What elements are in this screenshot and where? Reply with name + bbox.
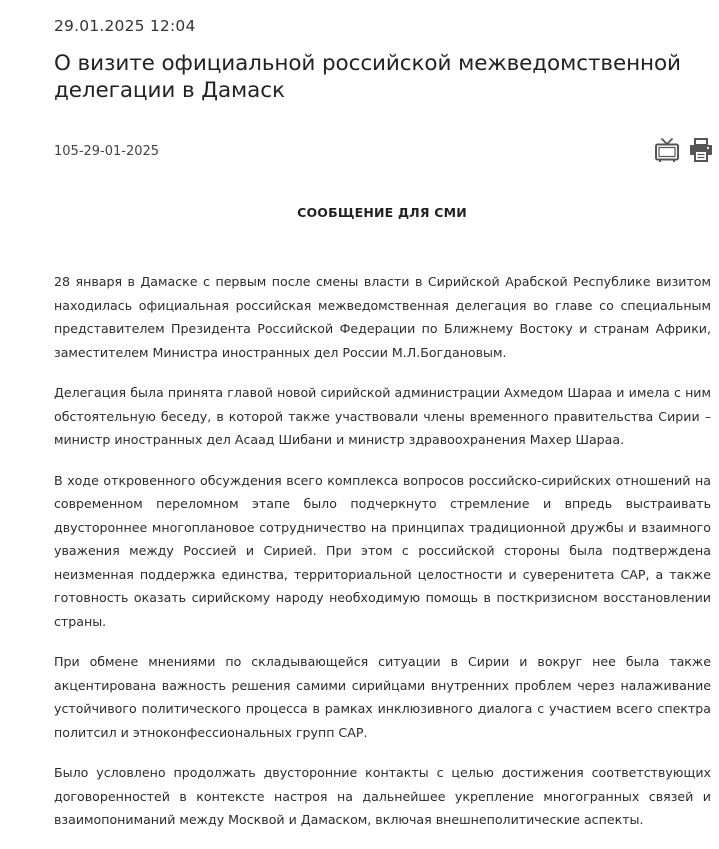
article-paragraph: Делегация была принята главой новой сирийской администрации Ахмедом Шараа и имела с ним обстоятельную беседу, в которой также участвовали члены временного правительства Сирии – министр иностранных дел Асаад Шибани и министр здравоохранения Махер Шараа. (54, 385, 711, 447)
press-release-heading: СООБЩЕНИЕ ДЛЯ СМИ (297, 205, 467, 220)
article-paragraph: В ходе откровенного обсуждения всего комплекса вопросов российско-сирийских отношений на современном переломном этапе было подчеркнуто стремление и впредь выстраивать двустороннее многоплановое сотрудничество на принципах традиционной дружбы и взаимного уважения между Россией и Сирией. При этом с российской стороны была подтверждена неизменная поддержка единства, территориальной целостности и суверенитета САР, а также готовность оказать сирийскому народу необходимую помощь в посткризисном восстановлении страны. (54, 472, 711, 629)
tv-icon[interactable] (654, 137, 680, 163)
publish-datetime: 29.01.2025 12:04 (54, 17, 196, 35)
article-paragraph: 28 января в Дамаске с первым после смены власти в Сирийской Арабской Республике визитом находилась официальная российская межведомственная делегация во главе со специальным представителем Президента Российской Федерации по Ближнему Востоку и странам Африки, заместителем Министра иностранных дел России М.Л.Богдановым. (54, 274, 711, 360)
article-paragraph: Было условлено продолжать двусторонние контакты с целью достижения соответствующих договоренностей в контексте настроя на дальнейшее укрепление многогранных связей и взаимопониманий между Москвой и Дамаском, включая внешнеполитические аспекты. (54, 765, 711, 827)
article-paragraph: При обмене мнениями по складывающейся ситуации в Сирии и вокруг нее была также акцентирована важность решения самими сирийцами внутренних проблем через налаживание устойчивого политического процесса в рамках инклюзивного диалога с участием всего спектра политсил и этноконфессиональных групп САР. (54, 654, 711, 740)
article-body (54, 270, 711, 849)
document-number: 105-29-01-2025 (54, 144, 160, 159)
printer-icon[interactable] (688, 137, 714, 163)
article-tools (654, 137, 714, 165)
article-title: О визите официальной российской межведомственной делегации в Дамаск (54, 51, 681, 103)
